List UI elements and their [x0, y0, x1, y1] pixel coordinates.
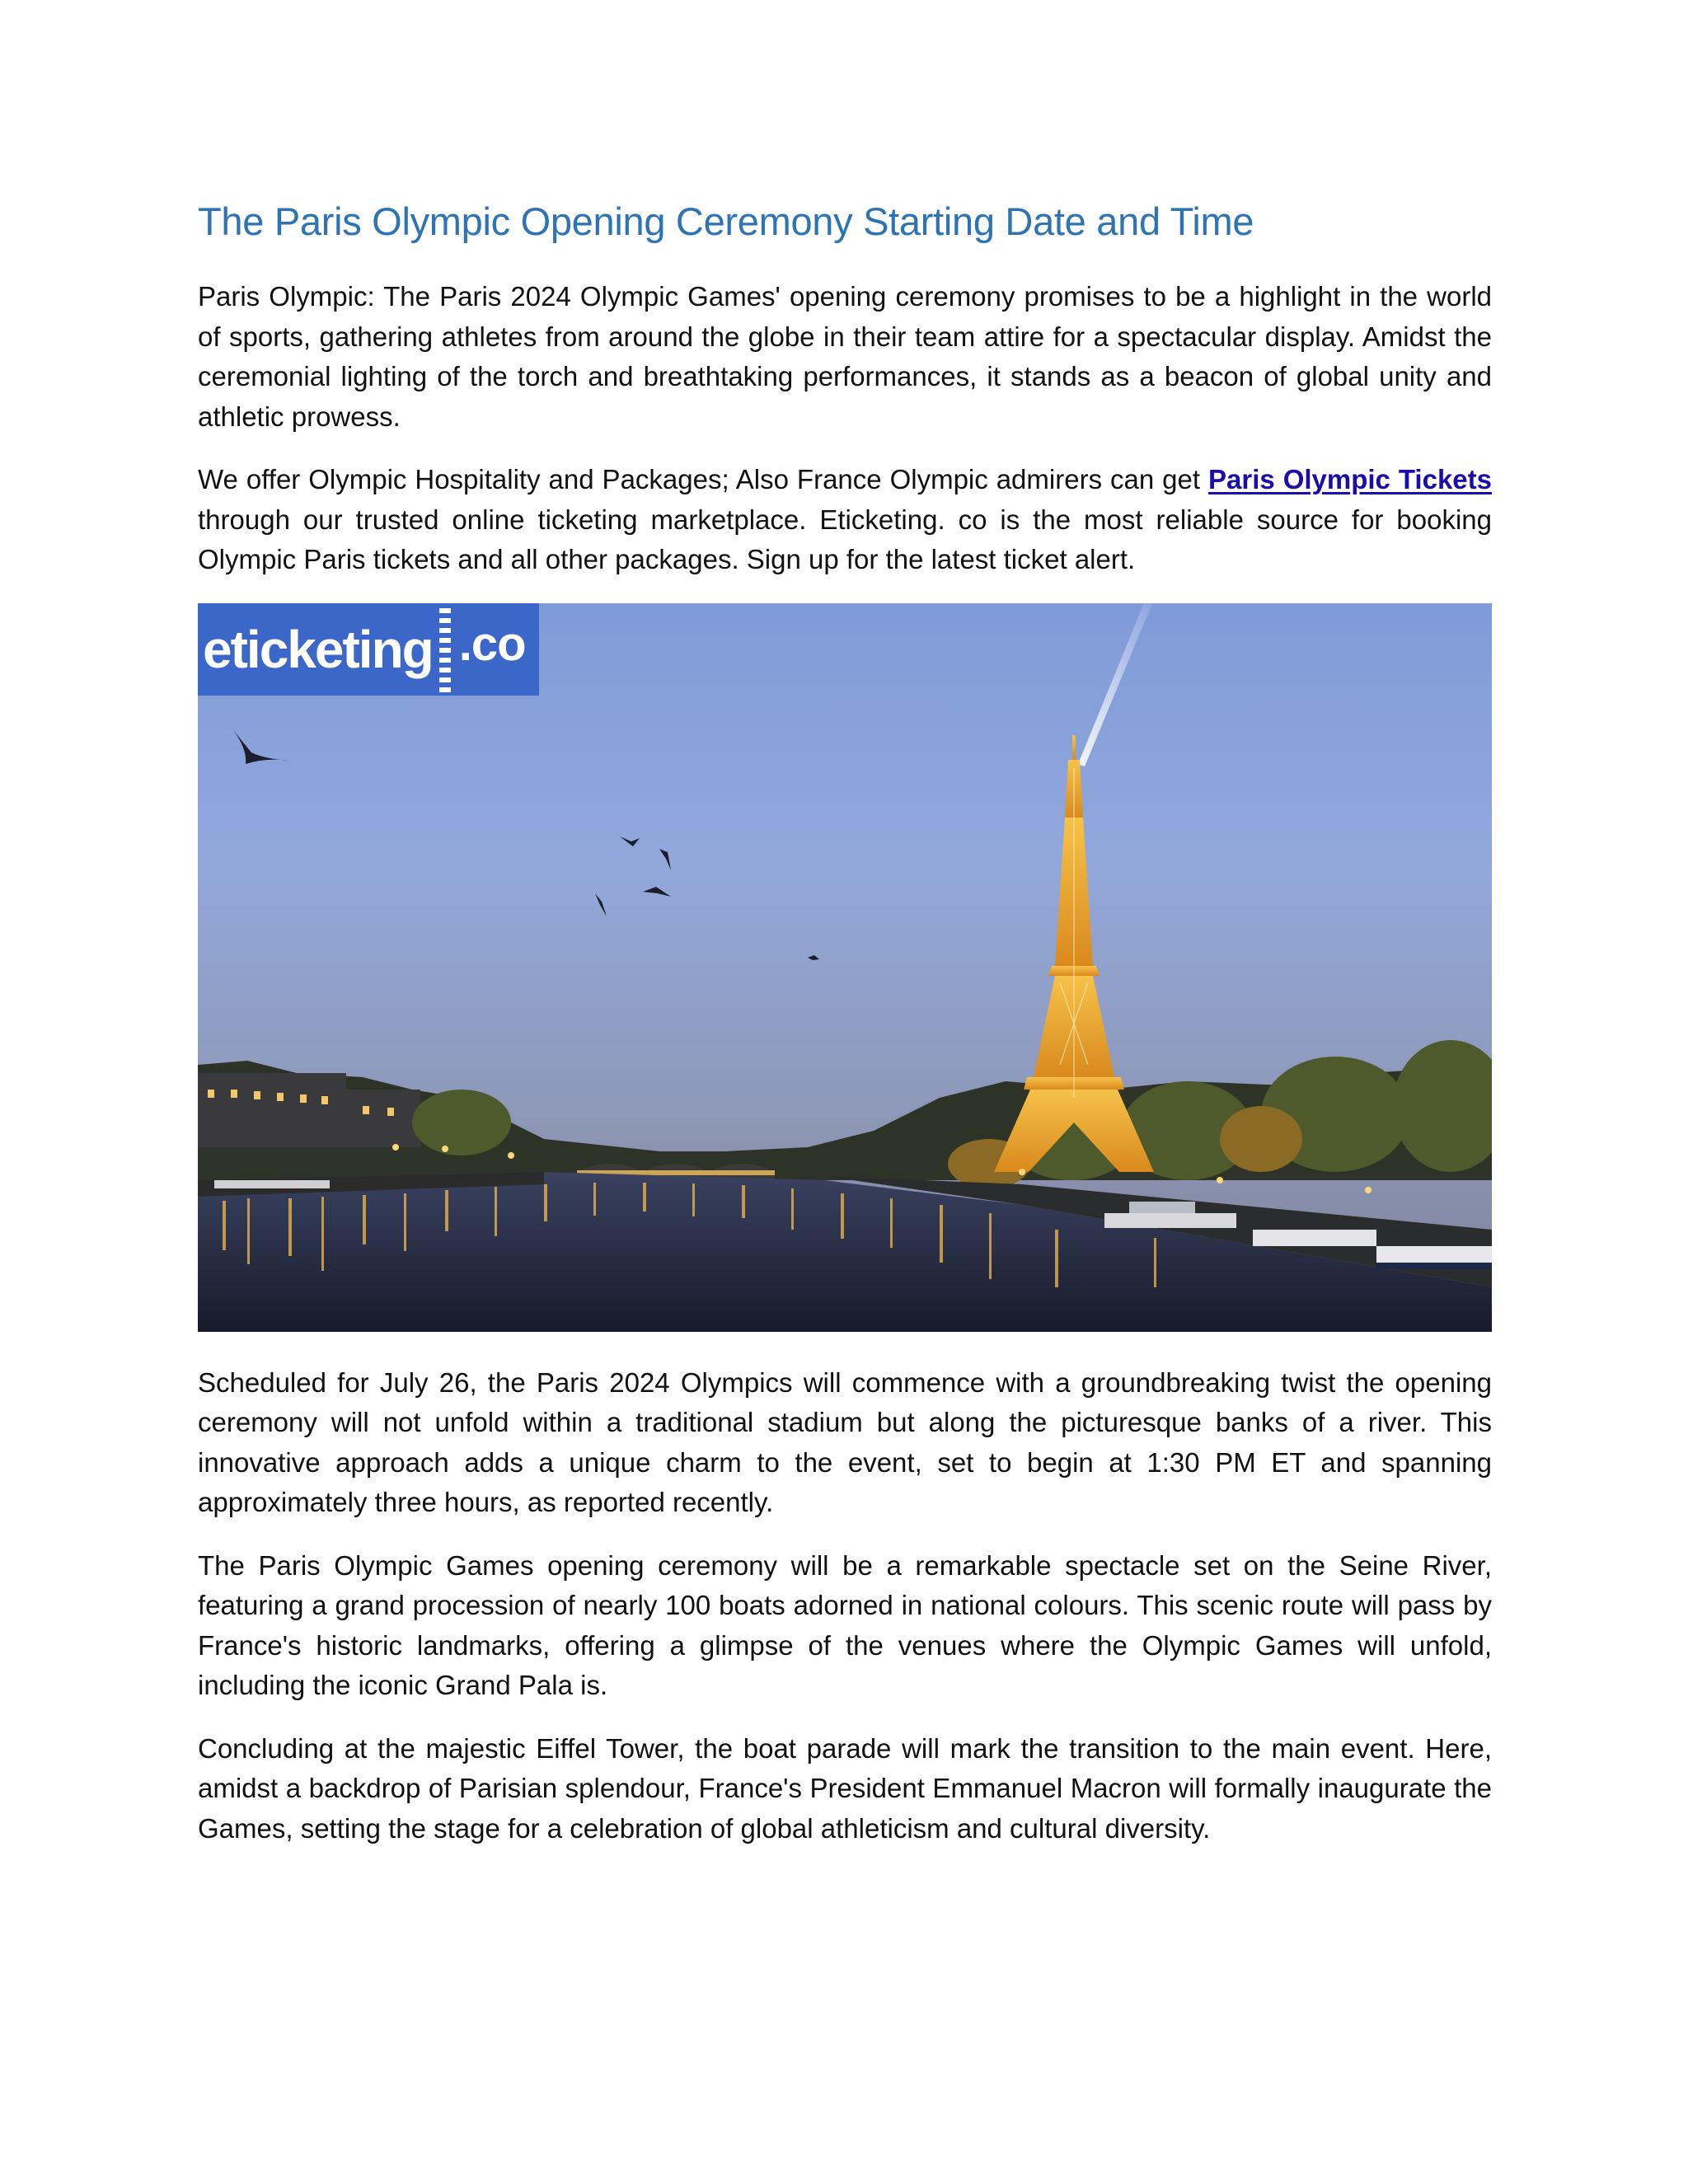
eticketing-logo [198, 603, 539, 696]
schedule-paragraph: Scheduled for July 26, the Paris 2024 Olympics will commence with a groundbreaking twist the opening ceremony will not unfold within a traditional stadium but along the picturesque banks of a river. This innovative approach adds a unique charm to the event, set to begin at 1:30 PM ET and spanning approximately three hours, as reported recently. [198, 1366, 1492, 1517]
seine-river-paragraph: The Paris Olympic Games opening ceremony will be a remarkable spectacle set on the Seine River, featuring a grand procession of nearly 100 boats adorned in national colours. This scenic route will pass by France's historic landmarks, offering a glimpse of the venues where the Olympic Games will unfold, including the iconic Grand Pala is. [198, 1549, 1492, 1700]
document-page [198, 196, 1492, 1872]
offer-paragraph [198, 460, 1492, 580]
eiffel-tower-scene [198, 603, 1492, 1332]
paris-olympic-tickets-link[interactable]: Paris Olympic Tickets [1208, 464, 1492, 494]
offer-text-before: We offer Olympic Hospitality and Packages; Also France Olympic admirers can get [198, 464, 1209, 494]
offer-text-after: through our trusted online ticketing marketplace. Eticketing. co is the most reliable source for booking Olympic Paris tickets and all other packages. Sign up for the latest ticket alert. [198, 504, 1492, 574]
eiffel-tower-paragraph: Concluding at the majestic Eiffel Tower, the boat parade will mark the transition to the main event. Here, amidst a backdrop of Parisian splendour, France's President Emmanuel Macron will formally inaugurate the Games, setting the stage for a celebration of global athleticism and cultural diversity. [198, 1732, 1492, 1844]
page-title: The Paris Olympic Opening Ceremony Starting Date and Time [198, 199, 1254, 243]
logo-ticket-perforation [439, 603, 451, 696]
logo-suffix: .co [451, 603, 539, 696]
logo-wordmark: eticketing [198, 603, 439, 696]
eiffel-tower-photo [198, 603, 1492, 1332]
intro-paragraph: Paris Olympic: The Paris 2024 Olympic Games' opening ceremony promises to be a highlight in the world of sports, gathering athletes from around the globe in their team attire for a spectacular display. Amidst the ceremonial lighting of the torch and breathtaking performances, it stands as a beacon of global unity and athletic prowess. [198, 281, 1492, 432]
